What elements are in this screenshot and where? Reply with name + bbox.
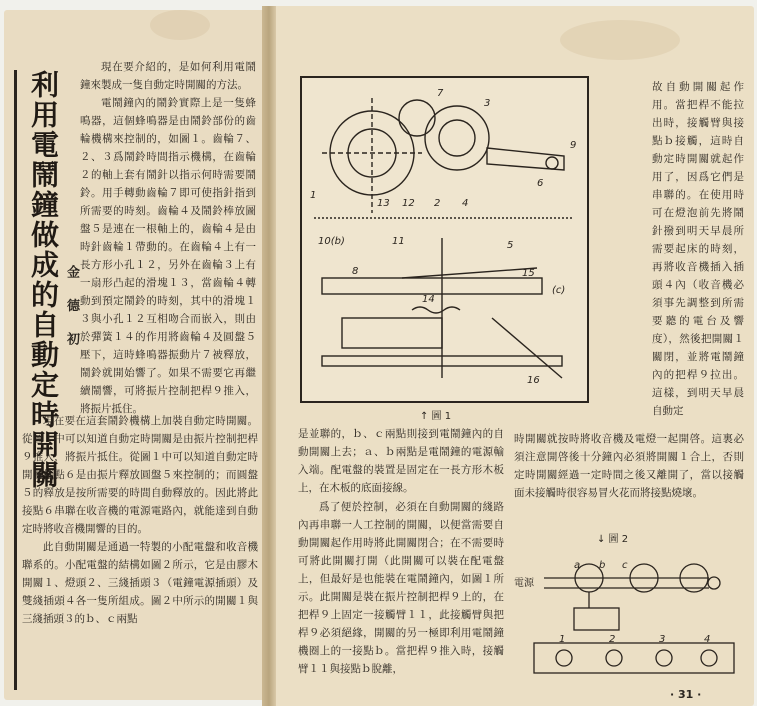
fig1-label: 9 — [570, 140, 577, 151]
paper-stain — [150, 10, 210, 40]
para-column: 故自動開關起作用。當把桿不能拉出時，接觸臂與接點ｂ接觸，這時自動定時開關就起作用了，因爲它們是串聯的。在使用時可在燈泡前先將鬧針撥到明天早晨所需要起床的時刻，再將收音機插入插頭４內（收音機必須事先調整到所需要聽的電台及響度），然後把開關１關閉，並將電鬧鐘內的把桿９拉出。這樣，到明天早晨自動定 — [652, 81, 744, 417]
fig1-label: 16 — [527, 375, 540, 386]
page-number: · 31 · — [670, 688, 702, 701]
para-manual: 爲了便於控制，必須在自動開關的綫路內再串聯一人工控制的開關，以便當需要自動開關起作用時將此開關閉合；在不需要時可將此開關打開（此開關可以裝在配電盤上，但最好是也能裝在電鬧鐘內，如圖１所示。此開關是裝在振片控制把桿９上的，在把桿９上固定一接觸臂１１，此接觸臂與把桿９必須絕緣，開關的另一極即利用電鬧鐘機圈上的一接點ｂ。當把桿９推入時，接觸臂１１與接點ｂ脫離， — [298, 501, 504, 675]
figure-2-caption: ↓ 圖 2 — [597, 534, 629, 545]
left-intro-block — [80, 58, 256, 415]
right-manual-block — [298, 498, 504, 678]
figure-1-diagram — [300, 76, 589, 403]
fig1-label: 4 — [462, 198, 469, 209]
fig2-label: 2 — [609, 634, 616, 645]
para-wiring: 此自動開關是通過一特製的小配電盤和收音機聯系的。小配電盤的結構如圖２所示，它是由膠木開關１、燈頭２、三綫插頭３（電鐘電源插頭）及雙綫插頭４各一隻所組成。圖２中所示的開關１與三綫插頭３的ｂ、ｃ兩點 — [22, 541, 258, 625]
gear-4 — [439, 120, 475, 156]
switch-plate-8 — [322, 278, 542, 294]
right-connect-block — [298, 425, 504, 497]
fig2-label: 4 — [704, 634, 711, 645]
clock-mechanism-drawing — [302, 78, 587, 401]
fig1-label: 6 — [537, 178, 544, 189]
base-block-1 — [342, 318, 442, 348]
fig1-label: 1 — [310, 190, 317, 201]
fig2-label-source: 電源 — [514, 578, 534, 589]
fig1-label: 5 — [507, 240, 514, 251]
para-intro: 現在要介紹的，是如何利用電鬧鐘來製成一隻自動定時開關的方法。 — [80, 61, 256, 91]
paper-stain — [560, 20, 680, 60]
para-connect: 是並聯的，ｂ、ｃ兩點則接到電鬧鐘內的自動開關上去；ａ、ｂ兩點是電鬧鐘的電源輸入端。配電盤的裝置是固定在一長方形木板上，在木板的底面接線。 — [298, 428, 504, 494]
gear-7 — [399, 100, 435, 136]
fig1-label: 2 — [434, 198, 441, 209]
para-switch: 現在要在這套鬧鈴機構上加裝自動定時開關。從圖１中可以知道自動定時開關是由振片控制把桿９推入，將振片抵住。從圖１中可以知道自動定時開關接點６是由振片釋放圓盤５來控制的；而圓盤５的釋放是按所需要的時間自動釋放的。因此將此接點６串聯在收音機的電源電路內，就能達到自動定時將收音機開響的目的。 — [22, 415, 258, 535]
wiring-board-drawing — [514, 548, 746, 678]
right-final-block — [514, 430, 744, 520]
fig1-label: 14 — [422, 294, 435, 305]
fig1-label: 7 — [437, 88, 444, 99]
fig1-label: 10(b) — [318, 236, 345, 247]
fig1-label: 8 — [352, 266, 359, 277]
fig2-label: 3 — [659, 634, 666, 645]
plug-symbol — [708, 577, 720, 589]
para-final: 時開關就按時將收音機及電燈一起開啓。這裏必須注意開啓後十分鐘內必須將開關１合上，否則定時開關經過一定時間之後又離開了，當以接觸面未接觸時很容易冒火花而將接點燒壞。 — [514, 433, 744, 499]
article-author: 金 德 初 — [64, 265, 79, 354]
right-column-block — [652, 78, 744, 423]
fig2-label: b — [599, 560, 606, 571]
left-lower-block — [22, 412, 258, 628]
article-title: 利用電鬧鐘做成的自動定時開關 — [27, 70, 60, 490]
figure-2-diagram — [514, 548, 746, 678]
fig1-label: (c) — [552, 285, 566, 296]
switch-1-box — [574, 608, 619, 630]
lever-9 — [487, 148, 564, 170]
figure-1-caption: ↑ 圖 1 — [420, 411, 452, 422]
para-mechanism: 電鬧鐘內的鬧鈴實際上是一隻蜂鳴器，這個蜂鳴器是由鬧鈴部份的齒輪機構來控制的，如圖１。齒輪７、２、３爲鬧鈴時間指示機構，在齒輪２的軸上套有鬧針以指示何時需要鬧鈴。用手轉動齒輪７即可使指針指到所需要的時刻。齒輪４及鬧鈴棒放圖盤５是連在一根軸上的，齒輪４是由時針齒輪１帶動的。在齒輪４上有一長方形小孔１２，另外在齒輪３上有一扇形凸起的滑塊１３，當齒輪４轉動到預定鬧鈴的時刻，其中的滑塊１３與小孔１２互相吻合而嵌入，則由於彈簧１４的作用將齒輪４及圓盤５壓下，這時蜂鳴器振動片７被釋放，鬧鈴就開始響了。如果不需要它再繼續鬧響，可將振片控制把桿９推入，將振片抵住。 — [80, 97, 256, 415]
fig1-label: 11 — [392, 236, 405, 247]
book-gutter — [262, 6, 276, 706]
fig1-label: 15 — [522, 268, 535, 279]
spring-14 — [412, 307, 460, 313]
fig1-label: 3 — [484, 98, 491, 109]
fig2-label: c — [622, 560, 628, 571]
fig2-label: a — [574, 560, 581, 571]
fig1-label: 12 — [402, 198, 415, 209]
board-base — [534, 643, 734, 673]
fig2-label: 1 — [559, 634, 566, 645]
fig1-label: 13 — [377, 198, 390, 209]
